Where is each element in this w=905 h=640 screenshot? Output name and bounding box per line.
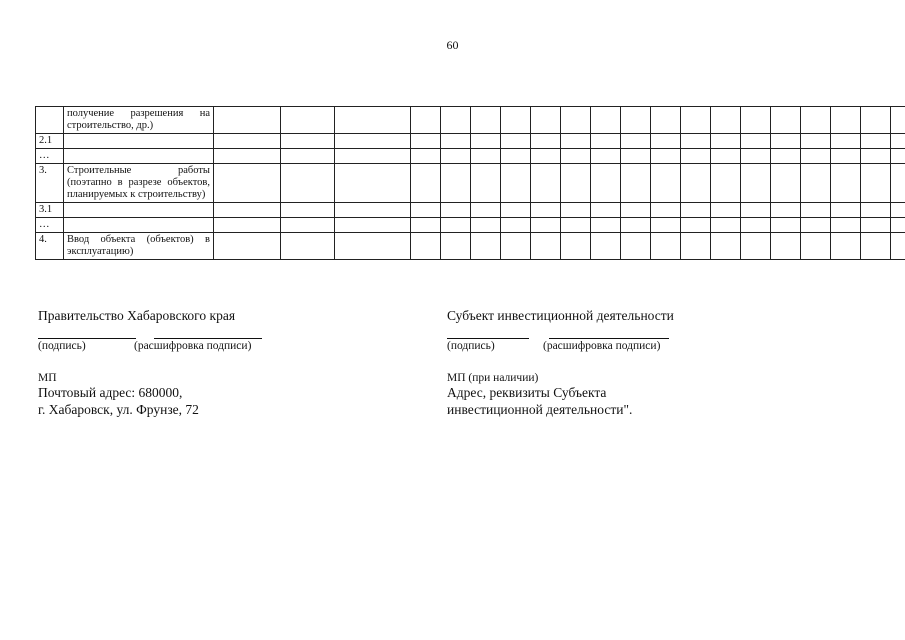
schedule-cell — [591, 149, 621, 164]
schedule-cell — [771, 233, 801, 260]
table-row — [36, 164, 905, 203]
schedule-cell — [681, 233, 711, 260]
schedule-cell — [214, 107, 281, 134]
schedule-cell — [531, 107, 561, 134]
schedule-cell — [861, 107, 891, 134]
schedule-cell — [681, 164, 711, 203]
schedule-cell — [411, 233, 441, 260]
schedule-cell — [711, 203, 741, 218]
schedule-cell — [741, 134, 771, 149]
signature-line — [38, 338, 418, 356]
schedule-cell — [861, 149, 891, 164]
schedule-cell — [801, 164, 831, 203]
schedule-cell — [891, 203, 905, 218]
investor-title: Субъект инвестиционной деятельности — [447, 308, 674, 323]
schedule-cell — [831, 218, 861, 233]
schedule-cell — [801, 218, 831, 233]
schedule-cell — [651, 203, 681, 218]
schedule-cell — [501, 107, 531, 134]
schedule-cell — [621, 164, 651, 203]
schedule-cell — [741, 218, 771, 233]
schedule-cell — [741, 164, 771, 203]
schedule-cell — [335, 218, 411, 233]
schedule-cell — [411, 149, 441, 164]
schedule-cell — [501, 218, 531, 233]
schedule-cell — [801, 149, 831, 164]
row-number-cell — [36, 107, 64, 134]
schedule-cell — [561, 203, 591, 218]
address-line-2: г. Хабаровск, ул. Фрунзе, 72 — [38, 402, 199, 417]
table-row — [36, 203, 905, 218]
schedule-cell — [471, 233, 501, 260]
schedule-table — [35, 106, 905, 260]
schedule-cell — [561, 107, 591, 134]
schedule-cell — [471, 107, 501, 134]
schedule-cell — [651, 233, 681, 260]
schedule-cell — [335, 134, 411, 149]
schedule-cell — [561, 149, 591, 164]
schedule-cell — [501, 149, 531, 164]
schedule-cell — [711, 134, 741, 149]
row-description-cell: Ввод объекта (объектов) в эксплуатацию) — [64, 233, 214, 260]
schedule-cell — [681, 218, 711, 233]
signature-rule — [447, 338, 529, 339]
schedule-cell — [831, 164, 861, 203]
schedule-cell — [411, 203, 441, 218]
row-number-cell: … — [36, 218, 64, 233]
row-description-cell — [64, 134, 214, 149]
schedule-cell — [711, 149, 741, 164]
schedule-cell — [531, 203, 561, 218]
table-row — [36, 134, 905, 149]
schedule-cell — [561, 233, 591, 260]
schedule-cell — [651, 107, 681, 134]
government-title: Правительство Хабаровского края — [38, 308, 236, 323]
schedule-cell — [591, 203, 621, 218]
schedule-cell — [771, 218, 801, 233]
schedule-cell — [281, 218, 335, 233]
address-line-1: Адрес, реквизиты Субъекта — [447, 385, 607, 400]
government-signature-block — [38, 308, 418, 418]
schedule-cell — [441, 134, 471, 149]
row-description-cell — [64, 218, 214, 233]
schedule-cell — [531, 164, 561, 203]
schedule-cell — [711, 164, 741, 203]
schedule-cell — [651, 164, 681, 203]
schedule-cell — [861, 134, 891, 149]
schedule-cell — [501, 134, 531, 149]
page-number: 60 — [446, 38, 459, 52]
schedule-cell — [441, 149, 471, 164]
schedule-cell — [681, 203, 711, 218]
schedule-cell — [861, 233, 891, 260]
schedule-cell — [471, 149, 501, 164]
schedule-cell — [861, 164, 891, 203]
row-number-cell: 4. — [36, 233, 64, 260]
schedule-cell — [561, 218, 591, 233]
schedule-cell — [281, 134, 335, 149]
schedule-cell — [591, 233, 621, 260]
schedule-cell — [471, 218, 501, 233]
schedule-cell — [471, 134, 501, 149]
schedule-cell — [621, 203, 651, 218]
schedule-cell — [621, 107, 651, 134]
schedule-cell — [531, 134, 561, 149]
decode-caption: (расшифровка подписи) — [134, 340, 252, 352]
table-row — [36, 107, 905, 134]
schedule-cell — [531, 149, 561, 164]
schedule-cell — [501, 164, 531, 203]
schedule-cell — [801, 233, 831, 260]
schedule-cell — [741, 149, 771, 164]
schedule-cell — [831, 149, 861, 164]
schedule-cell — [335, 203, 411, 218]
schedule-cell — [891, 107, 905, 134]
schedule-cell — [214, 134, 281, 149]
schedule-cell — [711, 233, 741, 260]
address-line-1: Почтовый адрес: 680000, — [38, 385, 183, 400]
row-number-cell: 3. — [36, 164, 64, 203]
schedule-cell — [214, 233, 281, 260]
schedule-cell — [561, 164, 591, 203]
schedule-cell — [771, 149, 801, 164]
schedule-cell — [214, 203, 281, 218]
schedule-cell — [741, 203, 771, 218]
signature-rule — [38, 338, 136, 339]
schedule-cell — [411, 218, 441, 233]
schedule-cell — [335, 233, 411, 260]
schedule-cell — [771, 203, 801, 218]
schedule-cell — [591, 134, 621, 149]
schedule-cell — [471, 164, 501, 203]
schedule-cell — [591, 164, 621, 203]
schedule-cell — [711, 107, 741, 134]
schedule-cell — [531, 218, 561, 233]
schedule-cell — [741, 233, 771, 260]
schedule-cell — [621, 233, 651, 260]
schedule-cell — [741, 107, 771, 134]
schedule-cell — [711, 218, 741, 233]
schedule-cell — [214, 164, 281, 203]
schedule-cell — [411, 164, 441, 203]
stamp-mark: МП (при наличии) — [447, 372, 539, 384]
schedule-cell — [861, 203, 891, 218]
row-number-cell: … — [36, 149, 64, 164]
schedule-cell — [891, 233, 905, 260]
schedule-cell — [441, 164, 471, 203]
schedule-cell — [531, 233, 561, 260]
schedule-cell — [891, 218, 905, 233]
stamp-mark: МП — [38, 372, 57, 384]
schedule-cell — [771, 164, 801, 203]
schedule-cell — [335, 107, 411, 134]
schedule-cell — [591, 107, 621, 134]
schedule-cell — [891, 164, 905, 203]
schedule-cell — [281, 107, 335, 134]
row-description-cell: получение разрешения на строительство, др.) — [64, 107, 214, 134]
schedule-cell — [891, 149, 905, 164]
schedule-cell — [681, 107, 711, 134]
table-row — [36, 218, 905, 233]
schedule-cell — [591, 218, 621, 233]
investor-signature-block — [447, 308, 867, 418]
row-description-cell — [64, 149, 214, 164]
address-line-2: инвестиционной деятельности". — [447, 402, 633, 417]
row-number-cell: 3.1 — [36, 203, 64, 218]
row-description-cell — [64, 203, 214, 218]
schedule-cell — [891, 134, 905, 149]
row-number-cell: 2.1 — [36, 134, 64, 149]
schedule-cell — [411, 107, 441, 134]
schedule-cell — [214, 218, 281, 233]
schedule-cell — [281, 164, 335, 203]
schedule-cell — [681, 149, 711, 164]
schedule-cell — [831, 233, 861, 260]
schedule-cell — [441, 218, 471, 233]
schedule-cell — [501, 203, 531, 218]
schedule-cell — [651, 134, 681, 149]
table-row — [36, 149, 905, 164]
schedule-cell — [335, 149, 411, 164]
schedule-cell — [801, 107, 831, 134]
schedule-cell — [621, 218, 651, 233]
decode-rule — [154, 338, 262, 339]
schedule-cell — [281, 149, 335, 164]
schedule-cell — [771, 107, 801, 134]
row-description-cell: Строительные работы (поэтапно в разрезе объектов, планируемых к строительству) — [64, 164, 214, 203]
schedule-cell — [214, 149, 281, 164]
schedule-cell — [831, 203, 861, 218]
schedule-cell — [801, 203, 831, 218]
schedule-cell — [501, 233, 531, 260]
schedule-cell — [831, 134, 861, 149]
signature-caption: (подпись) — [38, 340, 86, 352]
schedule-cell — [771, 134, 801, 149]
schedule-cell — [335, 164, 411, 203]
schedule-cell — [651, 218, 681, 233]
decode-caption: (расшифровка подписи) — [543, 340, 661, 352]
schedule-cell — [681, 134, 711, 149]
schedule-cell — [441, 203, 471, 218]
schedule-cell — [441, 107, 471, 134]
schedule-cell — [801, 134, 831, 149]
schedule-cell — [651, 149, 681, 164]
schedule-cell — [561, 134, 591, 149]
decode-rule — [549, 338, 669, 339]
schedule-cell — [281, 203, 335, 218]
signature-line — [447, 338, 867, 356]
schedule-cell — [441, 233, 471, 260]
schedule-cell — [281, 233, 335, 260]
signature-caption: (подпись) — [447, 340, 495, 352]
schedule-cell — [831, 107, 861, 134]
schedule-cell — [621, 149, 651, 164]
table-row — [36, 233, 905, 260]
schedule-cell — [411, 134, 441, 149]
schedule-cell — [471, 203, 501, 218]
schedule-cell — [621, 134, 651, 149]
schedule-cell — [861, 218, 891, 233]
